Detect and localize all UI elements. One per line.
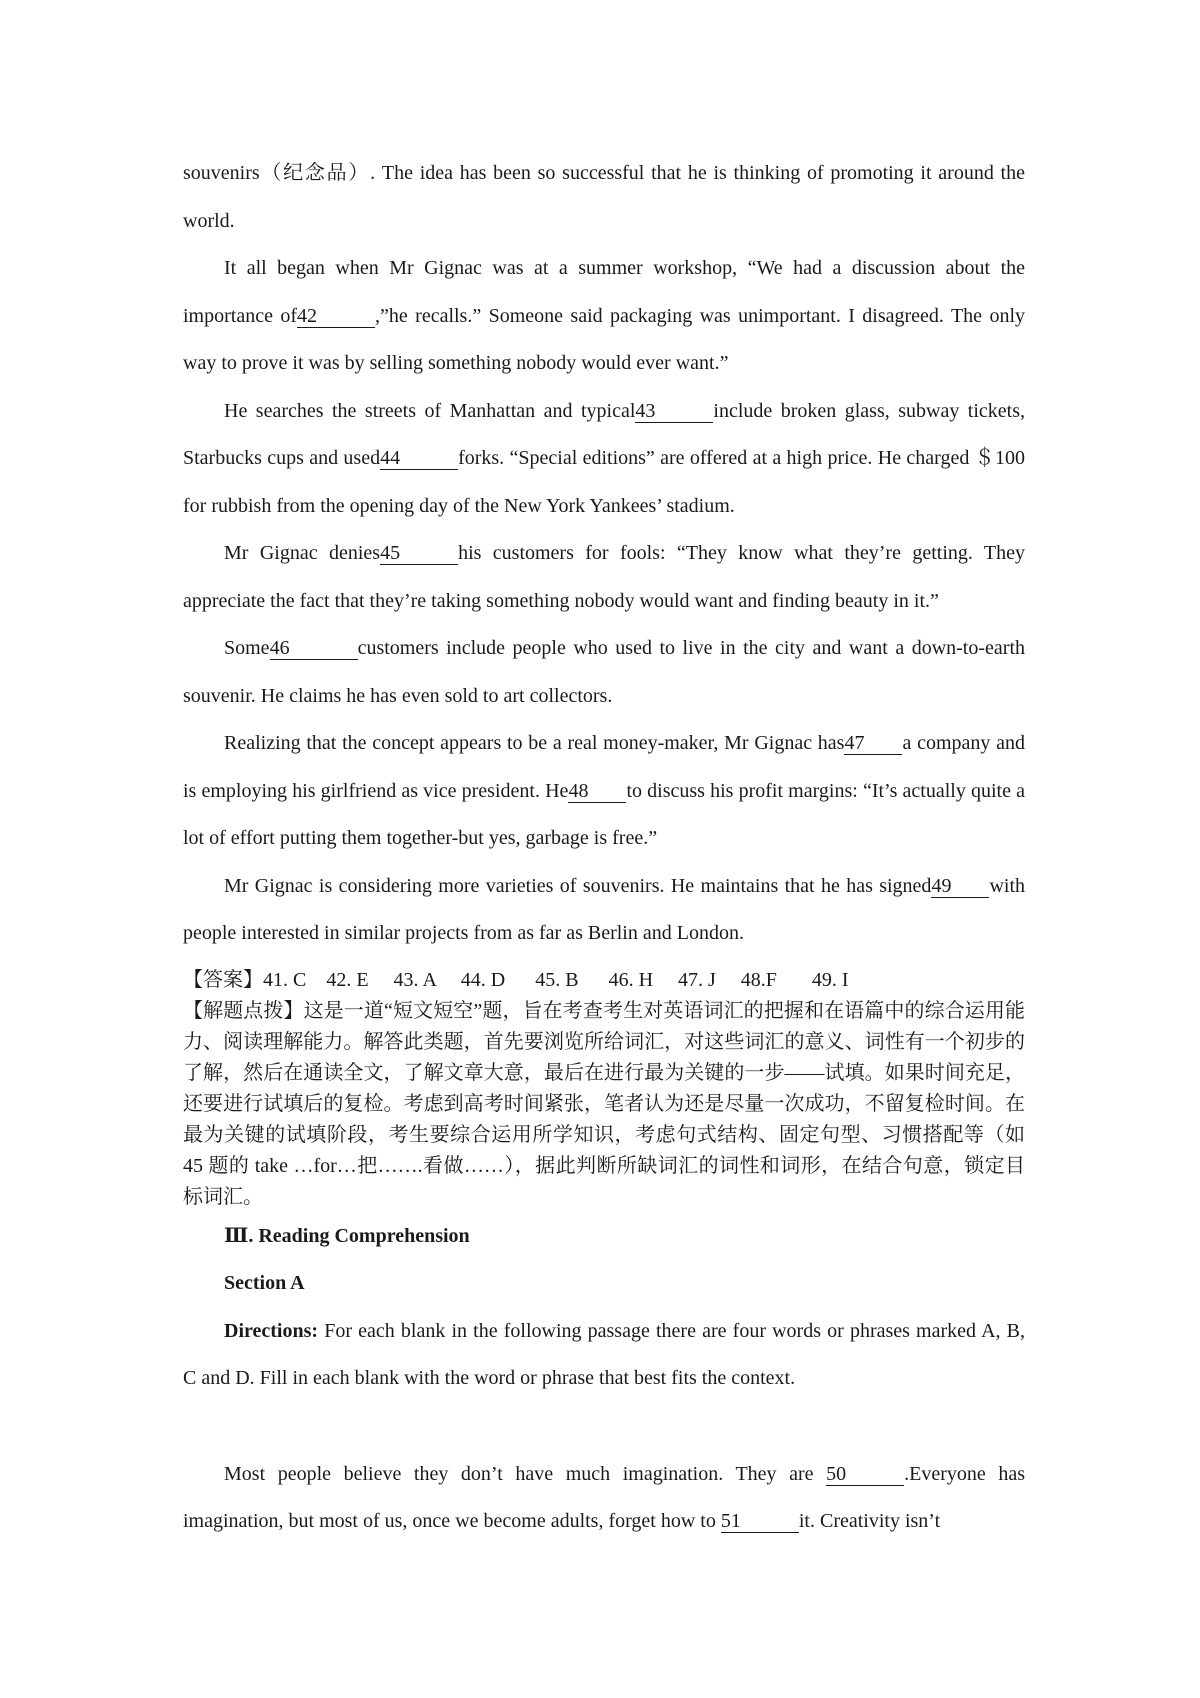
passage-paragraph [183,530,1025,625]
explanation-label: 【解题点拨】 [183,999,304,1022]
directions-label: Directions: [224,1319,319,1342]
directions [183,1308,1025,1403]
paragraph-text: .Everyone has imagination, but most of us, once we become adults, forget how to [183,1462,1025,1532]
paragraph-text: Mr Gignac is considering more varieties of souvenirs. He maintains that he has signed [224,874,932,897]
passage-paragraph [183,625,1025,720]
blank-44: 44 [380,447,458,470]
paragraph-text: He searches the streets of Manhattan and typical [224,399,636,422]
blank-48: 48 [568,780,626,803]
paragraph-text: Most people believe they don’t have much imagination. They are [224,1462,827,1485]
blank-51: 51 [721,1510,799,1533]
blank-45: 45 [380,542,458,565]
paragraph-text: forks. “Special editions” are offered at a high price. He charged ＄100 for rubbish from the opening day of the New York Yankees’ stadium. [183,447,1025,517]
paragraph-text: his customers for fools: “They know what they’re getting. They appreciate the fact that they’re taking something nobody would want and finding beauty in it.” [183,542,1026,612]
blank-42: 42 [297,305,375,328]
blank-47: 47 [844,732,902,755]
paragraph-text: include broken glass, subway tickets, Starbucks cups and used [183,399,1025,469]
passage-paragraph [183,245,1025,388]
paragraph-text: a company and is employing his girlfriend as vice president. He [183,732,1025,802]
blank-50: 50 [826,1463,904,1486]
paragraph-text: Some [224,637,270,659]
explanation-text: 这是一道“短文短空”题，旨在考查考生对英语词汇的把握和在语篇中的综合运用能力、阅读理解能力。解答此类题，首先要浏览所给词汇，对这些词汇的意义、词性有一个初步的了解，然后在通读全文，了解文章大意，最后在进行最为关键的一步——试填。如果时间充足，还要进行试填后的复检。考虑到高考时间紧张，笔者认为还是尽量一次成功，不留复检时间。在最为关键的试填阶段，考生要综合运用所学知识，考虑句式结构、固定句型、习惯搭配等（如 45 题的 take …for…把…….看做……），据此判断所缺词汇的词性和词形，在结合句意，锁定目标词汇。 [183,999,1025,1208]
answer-label: 【答案】 [183,968,263,991]
paragraph-text: it. Creativity isn’t [798,1510,941,1532]
paragraph-text: ,”he recalls.” Someone said packaging was unimportant. I disagreed. The only way to prove it was by selling something nobody would ever want.” [183,304,1025,374]
passage-paragraph [183,388,1025,531]
passage-paragraph [183,720,1025,863]
paragraph-text: to discuss his profit margins: “It’s actually quite a lot of effort putting them together-but yes, garbage is free.” [183,779,1026,849]
paragraph-text: Mr Gignac denies [224,542,381,564]
passage-paragraph [183,1451,1025,1546]
passage-paragraph [183,863,1025,958]
explanation [183,996,1025,1213]
paragraph-text: It all began when Mr Gignac was at a summer workshop, “We had a discussion about the importance of [183,257,1025,327]
blank-46: 46 [270,637,358,660]
section-title: Section A [224,1272,305,1294]
document-page [183,150,1025,1546]
answer-values: 41. C 42. E 43. A 44. D 45. B 46. H 47. J 48.F 49. I [263,968,849,991]
passage-paragraph [183,150,1025,245]
paragraph-text: customers include people who used to live in the city and want a down-to-earth souvenir. He claims he has even sold to art collectors. [183,637,1025,707]
blank-43: 43 [635,400,713,423]
paragraph-text: Realizing that the concept appears to be a real money-maker, Mr Gignac has [224,732,845,754]
part-title: Ⅲ. Reading Comprehension [224,1224,470,1247]
spacer [183,1403,1025,1451]
blank-49: 49 [931,875,989,898]
answer-key [183,964,1025,996]
paragraph-text: with people interested in similar projects from as far as Berlin and London. [183,874,1025,944]
directions-text: For each blank in the following passage there are four words or phrases marked A, B, C and D. Fill in each blank with the word or phrase that best fits the context. [183,1319,1025,1389]
paragraph-text: souvenirs（纪念品）. The idea has been so successful that he is thinking of promoting it around the world. [183,162,1025,232]
